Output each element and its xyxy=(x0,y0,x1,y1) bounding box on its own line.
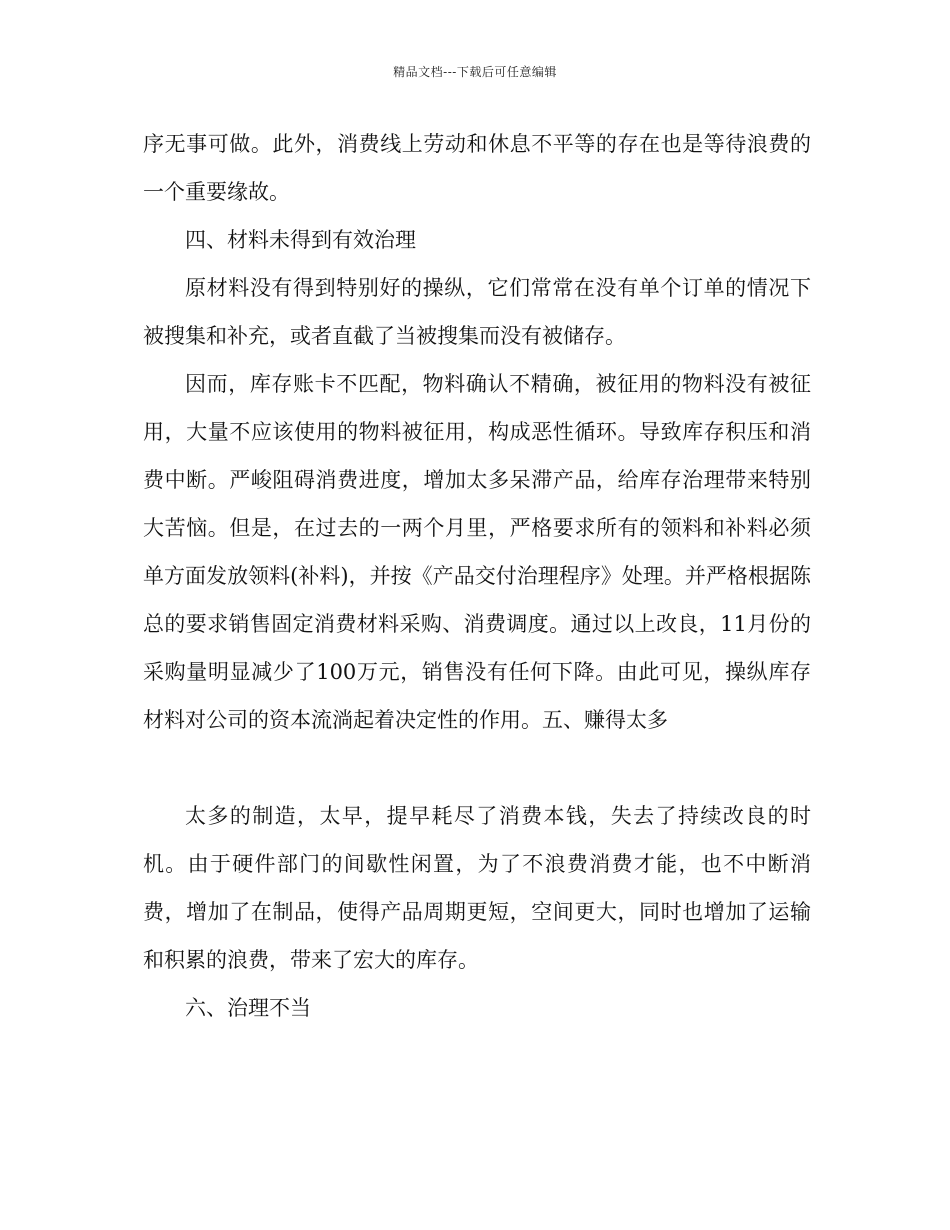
document-body xyxy=(143,120,811,1032)
paragraph-continuation: 序无事可做。此外，消费线上劳动和休息不平等的存在也是等待浪费的一个重要缘故。 xyxy=(143,132,811,204)
blank-line xyxy=(143,744,811,792)
paragraph: 因而，库存账卡不匹配，物料确认不精确，被征用的物料没有被征用，大量不应该使用的物料被征用，构成恶性循环。导致库存积压和消费中断。严峻阻碍消费进度，增加太多呆滞产品，给库存治理带来特别大苦恼。但是，在过去的一两个月里，严格要求所有的领料和补料必须单方面发放领料(补料)，并按《产品交付治理程序》处理。并严格根据陈总的要求销售固定消费材料采购、消费调度。通过以上改良，11月份的采购量明显减少了100万元，销售没有任何下降。由此可见，操纵库存材料对公司的资本流淌起着决定性的作用。五、赚得太多 xyxy=(143,372,811,732)
page-header: 精品文档---下载后可任意编辑 xyxy=(393,65,557,79)
section-heading-4: 四、材料未得到有效治理 xyxy=(185,228,416,252)
section-heading-6: 六、治理不当 xyxy=(185,996,311,1020)
paragraph: 太多的制造，太早，提早耗尽了消费本钱，失去了持续改良的时机。由于硬件部门的间歇性闲置，为了不浪费消费才能，也不中断消费，增加了在制品，使得产品周期更短，空间更大，同时也增加了运输和积累的浪费，带来了宏大的库存。 xyxy=(143,804,811,972)
paragraph: 原材料没有得到特别好的操纵，它们常常在没有单个订单的情况下被搜集和补充，或者直截了当被搜集而没有被储存。 xyxy=(143,276,811,348)
